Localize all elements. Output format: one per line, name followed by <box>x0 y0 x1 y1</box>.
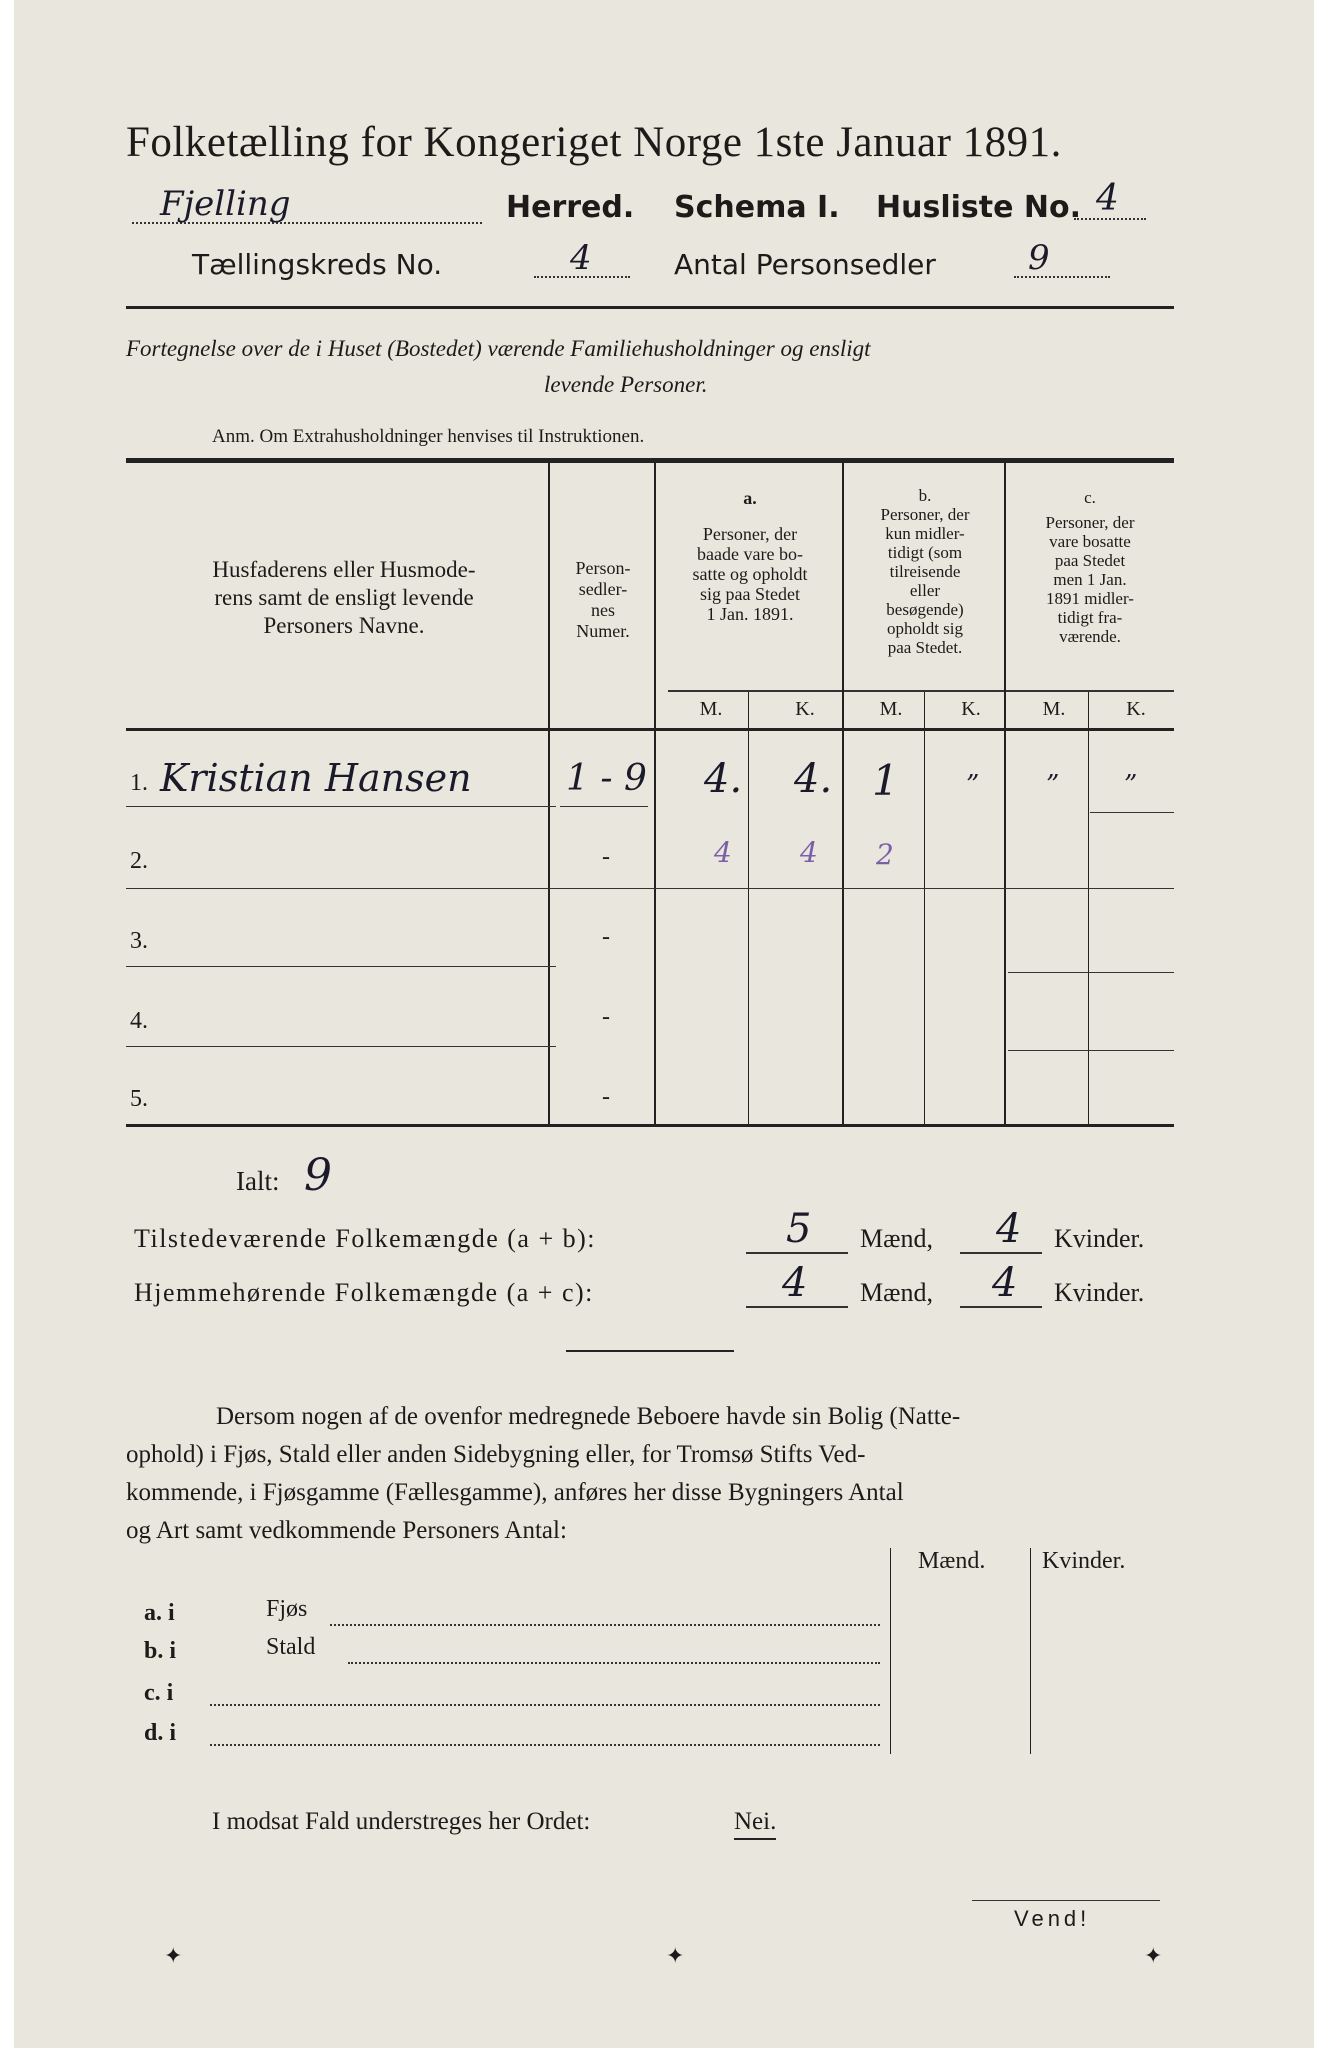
table-header-rule <box>126 728 1174 731</box>
col-c-line: paa Stedet <box>1054 551 1126 570</box>
col-c-header <box>1008 488 1172 646</box>
registration-mark-icon: ✦ <box>666 1944 685 1969</box>
col-b-line: kun midler- <box>885 524 965 543</box>
registration-mark-icon: ✦ <box>1144 1944 1163 1969</box>
col-b-line: tidigt (som <box>887 543 963 562</box>
bld-a-name: Fjøs <box>266 1596 308 1622</box>
ialt-label: Ialt: <box>236 1166 280 1196</box>
col-divider <box>1004 462 1006 1126</box>
row-line <box>126 966 556 967</box>
c-m-label: M. <box>1042 698 1066 720</box>
col-num-header <box>554 558 652 642</box>
intro-line-2: levende Personer. <box>544 372 708 397</box>
census-form-page <box>14 0 1314 2048</box>
hjemme-k-value: 4 <box>992 1260 1018 1306</box>
col-b-header <box>846 486 1004 657</box>
col-b-letter: b. <box>918 486 932 505</box>
a-k-label: K. <box>795 698 815 720</box>
kreds-value: 4 <box>570 238 592 278</box>
b-m-label: M. <box>879 698 903 720</box>
row-5-persnum: - <box>602 1084 610 1110</box>
bld-divider <box>890 1548 891 1754</box>
row-1-number: 1. <box>130 770 148 796</box>
row-line <box>126 1046 556 1047</box>
col-a-line: sig paa Stedet <box>700 584 800 604</box>
note-line: ophold) i Fjøs, Stald eller anden Sidebygning eller, for Tromsø Stifts Ved- <box>126 1441 866 1468</box>
row-line <box>1090 812 1174 813</box>
row-line <box>1008 1050 1174 1051</box>
bld-a-letter: a. i <box>144 1600 175 1626</box>
bld-maend-head: Mænd. <box>918 1548 986 1574</box>
row-line <box>126 888 1174 889</box>
tilstede-m-value: 5 <box>786 1206 812 1252</box>
row-2-b-m: 2 <box>876 838 894 871</box>
tilstede-k-value: 4 <box>996 1206 1022 1252</box>
col-num-line: Person- <box>575 558 631 578</box>
row-1-b-m: 1 <box>872 756 899 805</box>
row-1-c-k: ” <box>1124 770 1138 800</box>
col-name-header <box>154 556 534 640</box>
row-2-persnum: - <box>602 844 610 870</box>
schema-label: Schema I. <box>674 190 840 225</box>
registration-mark-icon: ✦ <box>164 1944 183 1969</box>
col-divider <box>842 462 844 1126</box>
row-2-a-m: 4 <box>714 836 732 869</box>
col-a-line: satte og opholdt <box>692 564 808 584</box>
mk-subheader-rule <box>668 690 1174 692</box>
tilstede-k-field <box>960 1206 1042 1254</box>
col-name-line: rens samt de ensligt levende <box>214 585 474 610</box>
personsedler-label: Antal Personsedler <box>674 248 936 281</box>
bld-d-dotted-line <box>210 1716 880 1746</box>
tilstede-kvinder: Kvinder. <box>1054 1224 1145 1253</box>
hjemme-m-value: 4 <box>782 1260 808 1306</box>
col-c-letter: c. <box>1084 488 1096 507</box>
bld-b-letter: b. i <box>144 1638 177 1664</box>
sidebygning-note <box>126 1398 1166 1550</box>
bld-c-dotted-line <box>210 1676 880 1706</box>
note-line: og Art samt vedkommende Personers Antal: <box>126 1517 567 1544</box>
row-1-a-m: 4. <box>704 756 743 802</box>
row-4-number: 4. <box>130 1008 148 1034</box>
col-c-line: 1891 midler- <box>1046 589 1134 608</box>
hjemme-m-field <box>746 1260 848 1308</box>
col-divider <box>1088 692 1089 1124</box>
col-a-line: 1 Jan. 1891. <box>706 604 794 624</box>
row-line <box>560 806 648 807</box>
col-c-line: værende. <box>1059 627 1121 646</box>
col-a-line: baade vare bo- <box>697 544 803 564</box>
row-1-a-k: 4. <box>794 756 833 802</box>
bld-a-dotted-line <box>330 1596 880 1626</box>
col-divider <box>548 462 550 1126</box>
form-title: Folketælling for Kongeriget Norge 1ste Januar 1891. <box>126 119 1062 166</box>
col-c-line: Personer, der <box>1045 513 1135 532</box>
row-2-a-k: 4 <box>800 836 818 869</box>
table-top-rule <box>126 458 1174 463</box>
herred-label: Herred. <box>506 190 635 225</box>
bld-d-letter: d. i <box>144 1720 177 1746</box>
col-a-header <box>660 488 840 624</box>
bld-kvinder-head: Kvinder. <box>1042 1548 1126 1574</box>
row-1-b-k: ” <box>966 770 980 800</box>
col-a-line: Personer, der <box>702 524 798 544</box>
row-1-persnum: 1 - 9 <box>566 758 647 799</box>
row-line <box>1008 972 1174 973</box>
c-k-label: K. <box>1126 698 1146 720</box>
col-num-line: sedler- <box>578 579 628 599</box>
col-b-line: tilreisende <box>889 562 961 581</box>
vend-label: Vend! <box>1014 1906 1091 1931</box>
col-b-line: opholdt sig <box>886 619 964 638</box>
herred-value: Fjelling <box>160 184 291 224</box>
header-divider <box>126 306 1174 309</box>
row-4-persnum: - <box>602 1004 610 1030</box>
modsat-label: I modsat Fald understreges her Ordet: <box>212 1808 591 1835</box>
col-c-line: tidigt fra- <box>1057 608 1123 627</box>
col-c-line: men 1 Jan. <box>1053 570 1127 589</box>
tilstede-label: Tilstedeværende Folkemængde (a + b): <box>134 1224 596 1253</box>
b-k-label: K. <box>961 698 981 720</box>
col-divider <box>748 692 749 1124</box>
col-b-line: Personer, der <box>880 505 970 524</box>
table-bottom-rule <box>126 1124 1174 1127</box>
husliste-label: Husliste No. <box>876 190 1081 225</box>
hjemme-maend: Mænd, <box>860 1278 933 1307</box>
col-num-line: Numer. <box>576 621 630 641</box>
nei-word: Nei. <box>734 1808 776 1840</box>
bld-divider <box>1030 1548 1031 1754</box>
row-3-persnum: - <box>602 924 610 950</box>
note-line: Dersom nogen af de ovenfor medregnede Beboere havde sin Bolig (Natte- <box>216 1403 961 1430</box>
herred-field <box>132 184 492 228</box>
personsedler-field <box>1014 238 1114 280</box>
husliste-value: 4 <box>1096 178 1119 219</box>
tilstede-maend: Mænd, <box>860 1224 933 1253</box>
bld-b-name: Stald <box>266 1634 316 1660</box>
row-1-c-m: ” <box>1046 770 1060 800</box>
row-5-number: 5. <box>130 1086 148 1112</box>
kreds-field <box>534 238 634 280</box>
col-name-line: Personers Navne. <box>263 613 425 638</box>
row-2-number: 2. <box>130 848 148 874</box>
hjemme-k-field <box>960 1260 1042 1308</box>
bld-c-letter: c. i <box>144 1680 174 1706</box>
col-divider <box>924 692 925 1124</box>
tilstede-m-field <box>746 1206 848 1254</box>
hjemme-kvinder: Kvinder. <box>1054 1278 1145 1307</box>
a-m-label: M. <box>699 698 723 720</box>
col-divider <box>654 462 656 1126</box>
row-line <box>126 806 556 807</box>
anm-note: Anm. Om Extrahusholdninger henvises til Instruktionen. <box>212 426 645 447</box>
col-c-line: vare bosatte <box>1049 532 1131 551</box>
col-num-line: nes <box>591 600 615 620</box>
bld-b-dotted-line <box>348 1634 880 1664</box>
col-name-line: Husfaderens eller Husmode- <box>212 557 476 582</box>
ialt-value: 9 <box>304 1150 332 1201</box>
col-b-line: eller <box>909 581 941 600</box>
note-line: kommende, i Fjøsgamme (Fællesgamme), anføres her disse Bygningers Antal <box>126 1479 904 1506</box>
col-b-line: paa Stedet. <box>887 638 963 657</box>
col-b-line: besøgende) <box>886 600 964 619</box>
husliste-field <box>1074 178 1154 224</box>
col-a-letter: a. <box>743 488 757 508</box>
section-divider <box>566 1350 734 1352</box>
personsedler-value: 9 <box>1028 238 1050 278</box>
row-1-name: Kristian Hansen <box>160 756 472 800</box>
kreds-label: Tællingskreds No. <box>192 248 443 281</box>
vend-rule <box>972 1900 1160 1901</box>
intro-line-1: Fortegnelse over de i Huset (Bostedet) værende Familiehusholdninger og ensligt <box>126 336 871 361</box>
hjemme-label: Hjemmehørende Folkemængde (a + c): <box>134 1278 594 1307</box>
row-3-number: 3. <box>130 928 148 954</box>
